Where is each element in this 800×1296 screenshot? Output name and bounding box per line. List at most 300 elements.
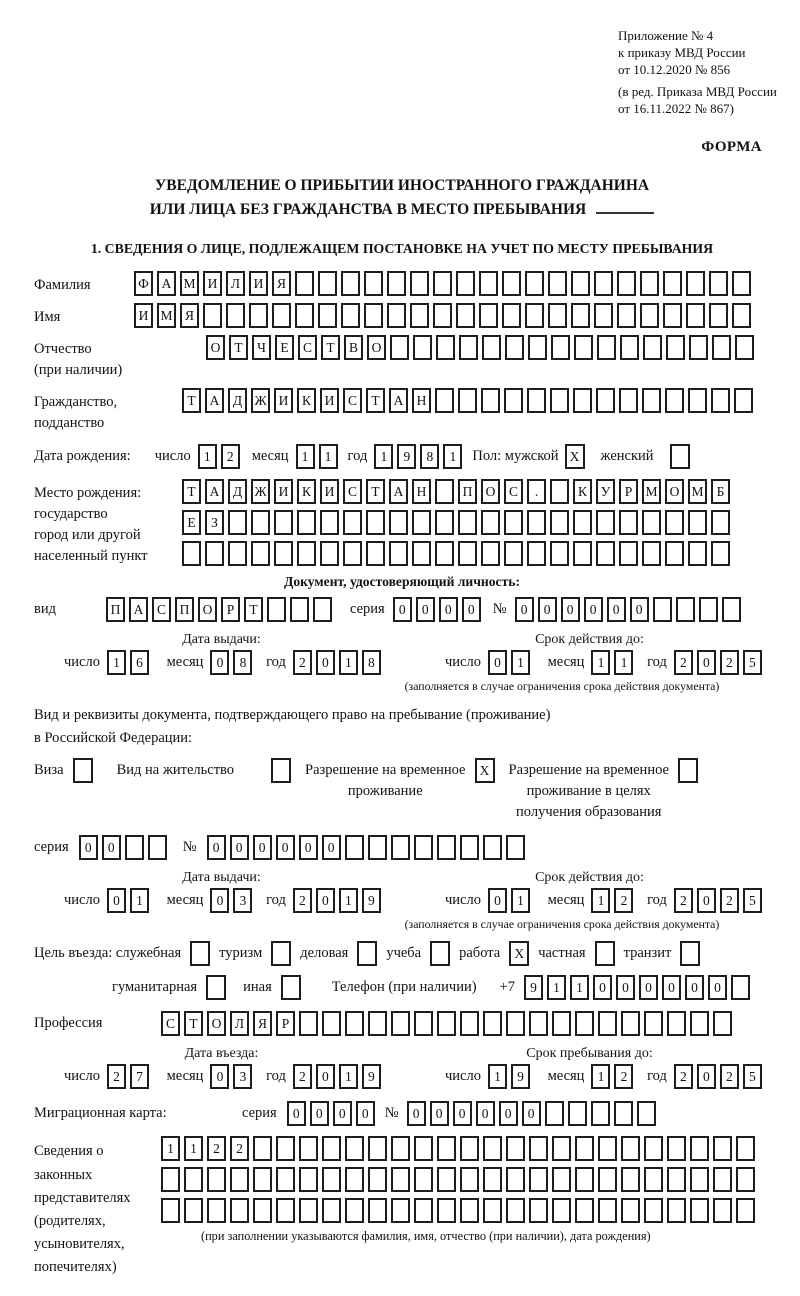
- char-cell[interactable]: 1: [198, 444, 217, 469]
- char-cell[interactable]: [148, 835, 167, 860]
- purpose-official-checkbox[interactable]: [190, 941, 210, 966]
- char-cell[interactable]: [368, 835, 387, 860]
- char-cell[interactable]: К: [573, 479, 592, 504]
- char-cell[interactable]: 1: [511, 888, 530, 913]
- purpose-business-checkbox[interactable]: [357, 941, 377, 966]
- char-cell[interactable]: 7: [130, 1064, 149, 1089]
- char-cell[interactable]: [341, 271, 360, 296]
- char-cell[interactable]: С: [152, 597, 171, 622]
- char-cell[interactable]: [161, 1198, 180, 1223]
- char-cell[interactable]: [391, 1011, 410, 1036]
- char-cell[interactable]: [552, 1136, 571, 1161]
- char-cell[interactable]: Л: [230, 1011, 249, 1036]
- char-cell[interactable]: 0: [561, 597, 580, 622]
- char-cell[interactable]: 5: [743, 888, 762, 913]
- char-cell[interactable]: 2: [720, 650, 739, 675]
- char-cell[interactable]: [274, 541, 293, 566]
- gender-female-checkbox[interactable]: [670, 444, 690, 469]
- char-cell[interactable]: Т: [182, 479, 201, 504]
- char-cell[interactable]: [711, 541, 730, 566]
- char-cell[interactable]: [571, 271, 590, 296]
- char-cell[interactable]: 0: [230, 835, 249, 860]
- char-cell[interactable]: [483, 835, 502, 860]
- char-cell[interactable]: [364, 303, 383, 328]
- char-cell[interactable]: [506, 1011, 525, 1036]
- char-cell[interactable]: 3: [233, 1064, 252, 1089]
- char-cell[interactable]: 0: [210, 888, 229, 913]
- char-cell[interactable]: [644, 1136, 663, 1161]
- char-cell[interactable]: Я: [272, 271, 291, 296]
- char-cell[interactable]: [711, 388, 730, 413]
- char-cell[interactable]: [251, 541, 270, 566]
- char-cell[interactable]: [637, 1101, 656, 1126]
- char-cell[interactable]: 0: [287, 1101, 306, 1126]
- char-cell[interactable]: [550, 388, 569, 413]
- char-cell[interactable]: [690, 1198, 709, 1223]
- char-cell[interactable]: [598, 1011, 617, 1036]
- char-cell[interactable]: Я: [180, 303, 199, 328]
- char-cell[interactable]: [527, 510, 546, 535]
- char-cell[interactable]: [506, 1136, 525, 1161]
- char-cell[interactable]: Т: [182, 388, 201, 413]
- char-cell[interactable]: 0: [276, 835, 295, 860]
- char-cell[interactable]: [709, 303, 728, 328]
- char-cell[interactable]: [253, 1136, 272, 1161]
- char-cell[interactable]: [663, 271, 682, 296]
- char-cell[interactable]: 2: [221, 444, 240, 469]
- char-cell[interactable]: [435, 541, 454, 566]
- char-cell[interactable]: [481, 388, 500, 413]
- char-cell[interactable]: [732, 271, 751, 296]
- char-cell[interactable]: [125, 835, 144, 860]
- char-cell[interactable]: 0: [299, 835, 318, 860]
- char-cell[interactable]: [689, 335, 708, 360]
- char-cell[interactable]: [207, 1167, 226, 1192]
- char-cell[interactable]: 2: [614, 888, 633, 913]
- char-cell[interactable]: М: [180, 271, 199, 296]
- char-cell[interactable]: [736, 1167, 755, 1192]
- char-cell[interactable]: [460, 1167, 479, 1192]
- char-cell[interactable]: [644, 1167, 663, 1192]
- char-cell[interactable]: [483, 1136, 502, 1161]
- char-cell[interactable]: [318, 303, 337, 328]
- char-cell[interactable]: 0: [333, 1101, 352, 1126]
- char-cell[interactable]: 0: [210, 1064, 229, 1089]
- char-cell[interactable]: 2: [674, 888, 693, 913]
- char-cell[interactable]: [458, 388, 477, 413]
- char-cell[interactable]: [642, 510, 661, 535]
- char-cell[interactable]: [460, 835, 479, 860]
- char-cell[interactable]: [736, 1136, 755, 1161]
- purpose-tourism-checkbox[interactable]: [271, 941, 291, 966]
- char-cell[interactable]: Б: [711, 479, 730, 504]
- char-cell[interactable]: 1: [161, 1136, 180, 1161]
- char-cell[interactable]: 2: [674, 650, 693, 675]
- char-cell[interactable]: [551, 335, 570, 360]
- temp-residence-checkbox[interactable]: X: [475, 758, 495, 783]
- char-cell[interactable]: О: [481, 479, 500, 504]
- char-cell[interactable]: [322, 1136, 341, 1161]
- char-cell[interactable]: 0: [616, 975, 635, 1000]
- char-cell[interactable]: [573, 510, 592, 535]
- char-cell[interactable]: 0: [407, 1101, 426, 1126]
- char-cell[interactable]: [253, 1167, 272, 1192]
- char-cell[interactable]: 0: [697, 1064, 716, 1089]
- char-cell[interactable]: 9: [397, 444, 416, 469]
- char-cell[interactable]: 2: [293, 650, 312, 675]
- char-cell[interactable]: [412, 541, 431, 566]
- char-cell[interactable]: [368, 1011, 387, 1036]
- char-cell[interactable]: [527, 388, 546, 413]
- char-cell[interactable]: [413, 335, 432, 360]
- char-cell[interactable]: [676, 597, 695, 622]
- char-cell[interactable]: 0: [107, 888, 126, 913]
- char-cell[interactable]: Ч: [252, 335, 271, 360]
- char-cell[interactable]: К: [297, 388, 316, 413]
- char-cell[interactable]: [368, 1136, 387, 1161]
- char-cell[interactable]: [552, 1011, 571, 1036]
- char-cell[interactable]: 3: [233, 888, 252, 913]
- char-cell[interactable]: [644, 1011, 663, 1036]
- char-cell[interactable]: [345, 1198, 364, 1223]
- char-cell[interactable]: [506, 835, 525, 860]
- char-cell[interactable]: [642, 388, 661, 413]
- char-cell[interactable]: [711, 510, 730, 535]
- char-cell[interactable]: И: [134, 303, 153, 328]
- char-cell[interactable]: Т: [244, 597, 263, 622]
- char-cell[interactable]: 0: [708, 975, 727, 1000]
- char-cell[interactable]: 1: [591, 650, 610, 675]
- char-cell[interactable]: [320, 510, 339, 535]
- char-cell[interactable]: [414, 1198, 433, 1223]
- char-cell[interactable]: [665, 541, 684, 566]
- char-cell[interactable]: [458, 510, 477, 535]
- char-cell[interactable]: 0: [538, 597, 557, 622]
- char-cell[interactable]: [297, 510, 316, 535]
- char-cell[interactable]: [665, 510, 684, 535]
- char-cell[interactable]: 0: [499, 1101, 518, 1126]
- char-cell[interactable]: Я: [253, 1011, 272, 1036]
- char-cell[interactable]: [437, 835, 456, 860]
- char-cell[interactable]: 9: [362, 1064, 381, 1089]
- gender-male-checkbox[interactable]: X: [565, 444, 585, 469]
- char-cell[interactable]: Л: [226, 271, 245, 296]
- char-cell[interactable]: А: [389, 388, 408, 413]
- purpose-other-checkbox[interactable]: [281, 975, 301, 1000]
- char-cell[interactable]: [364, 271, 383, 296]
- char-cell[interactable]: [735, 335, 754, 360]
- purpose-private-checkbox[interactable]: [595, 941, 615, 966]
- char-cell[interactable]: О: [665, 479, 684, 504]
- char-cell[interactable]: 8: [420, 444, 439, 469]
- char-cell[interactable]: И: [274, 388, 293, 413]
- char-cell[interactable]: [205, 541, 224, 566]
- char-cell[interactable]: [391, 1136, 410, 1161]
- char-cell[interactable]: [414, 1167, 433, 1192]
- char-cell[interactable]: [575, 1198, 594, 1223]
- char-cell[interactable]: О: [367, 335, 386, 360]
- char-cell[interactable]: [688, 510, 707, 535]
- char-cell[interactable]: [528, 335, 547, 360]
- char-cell[interactable]: 1: [374, 444, 393, 469]
- char-cell[interactable]: 0: [488, 650, 507, 675]
- char-cell[interactable]: [688, 388, 707, 413]
- char-cell[interactable]: [653, 597, 672, 622]
- char-cell[interactable]: 0: [515, 597, 534, 622]
- char-cell[interactable]: [366, 541, 385, 566]
- char-cell[interactable]: [226, 303, 245, 328]
- char-cell[interactable]: [502, 271, 521, 296]
- char-cell[interactable]: 9: [524, 975, 543, 1000]
- char-cell[interactable]: [591, 1101, 610, 1126]
- char-cell[interactable]: [207, 1198, 226, 1223]
- char-cell[interactable]: [529, 1198, 548, 1223]
- char-cell[interactable]: И: [274, 479, 293, 504]
- char-cell[interactable]: [433, 303, 452, 328]
- char-cell[interactable]: С: [343, 388, 362, 413]
- purpose-work-checkbox[interactable]: X: [509, 941, 529, 966]
- char-cell[interactable]: В: [344, 335, 363, 360]
- char-cell[interactable]: [552, 1167, 571, 1192]
- char-cell[interactable]: 0: [593, 975, 612, 1000]
- char-cell[interactable]: 1: [570, 975, 589, 1000]
- char-cell[interactable]: 1: [547, 975, 566, 1000]
- char-cell[interactable]: [690, 1136, 709, 1161]
- char-cell[interactable]: 9: [362, 888, 381, 913]
- char-cell[interactable]: [667, 1198, 686, 1223]
- char-cell[interactable]: 2: [293, 1064, 312, 1089]
- char-cell[interactable]: [435, 479, 454, 504]
- char-cell[interactable]: И: [203, 271, 222, 296]
- char-cell[interactable]: [640, 271, 659, 296]
- char-cell[interactable]: Е: [182, 510, 201, 535]
- purpose-study-checkbox[interactable]: [430, 941, 450, 966]
- char-cell[interactable]: С: [343, 479, 362, 504]
- char-cell[interactable]: 0: [488, 888, 507, 913]
- char-cell[interactable]: [643, 335, 662, 360]
- char-cell[interactable]: [299, 1011, 318, 1036]
- char-cell[interactable]: [410, 271, 429, 296]
- char-cell[interactable]: Т: [229, 335, 248, 360]
- char-cell[interactable]: [460, 1011, 479, 1036]
- char-cell[interactable]: [617, 271, 636, 296]
- char-cell[interactable]: [437, 1011, 456, 1036]
- char-cell[interactable]: [391, 1167, 410, 1192]
- char-cell[interactable]: П: [106, 597, 125, 622]
- char-cell[interactable]: М: [157, 303, 176, 328]
- char-cell[interactable]: [414, 1011, 433, 1036]
- char-cell[interactable]: Т: [366, 479, 385, 504]
- char-cell[interactable]: 1: [107, 650, 126, 675]
- char-cell[interactable]: [161, 1167, 180, 1192]
- char-cell[interactable]: [688, 541, 707, 566]
- char-cell[interactable]: [483, 1198, 502, 1223]
- char-cell[interactable]: [621, 1167, 640, 1192]
- char-cell[interactable]: 1: [614, 650, 633, 675]
- char-cell[interactable]: [295, 303, 314, 328]
- char-cell[interactable]: 1: [339, 888, 358, 913]
- char-cell[interactable]: [389, 541, 408, 566]
- char-cell[interactable]: 0: [522, 1101, 541, 1126]
- char-cell[interactable]: 0: [697, 650, 716, 675]
- char-cell[interactable]: 0: [685, 975, 704, 1000]
- char-cell[interactable]: [253, 1198, 272, 1223]
- char-cell[interactable]: А: [389, 479, 408, 504]
- char-cell[interactable]: 0: [607, 597, 626, 622]
- char-cell[interactable]: [481, 510, 500, 535]
- char-cell[interactable]: [459, 335, 478, 360]
- char-cell[interactable]: Р: [221, 597, 240, 622]
- char-cell[interactable]: М: [688, 479, 707, 504]
- char-cell[interactable]: [573, 388, 592, 413]
- char-cell[interactable]: [482, 335, 501, 360]
- char-cell[interactable]: М: [642, 479, 661, 504]
- char-cell[interactable]: [598, 1136, 617, 1161]
- char-cell[interactable]: [529, 1167, 548, 1192]
- char-cell[interactable]: К: [297, 479, 316, 504]
- char-cell[interactable]: [345, 1011, 364, 1036]
- char-cell[interactable]: [690, 1167, 709, 1192]
- char-cell[interactable]: И: [320, 388, 339, 413]
- char-cell[interactable]: [502, 303, 521, 328]
- char-cell[interactable]: [435, 510, 454, 535]
- char-cell[interactable]: 2: [720, 1064, 739, 1089]
- char-cell[interactable]: [594, 271, 613, 296]
- char-cell[interactable]: [574, 335, 593, 360]
- char-cell[interactable]: [504, 388, 523, 413]
- char-cell[interactable]: 0: [207, 835, 226, 860]
- char-cell[interactable]: [322, 1198, 341, 1223]
- char-cell[interactable]: 0: [430, 1101, 449, 1126]
- char-cell[interactable]: [410, 303, 429, 328]
- char-cell[interactable]: [184, 1198, 203, 1223]
- char-cell[interactable]: [527, 541, 546, 566]
- char-cell[interactable]: З: [205, 510, 224, 535]
- char-cell[interactable]: [251, 510, 270, 535]
- char-cell[interactable]: [644, 1198, 663, 1223]
- char-cell[interactable]: [666, 335, 685, 360]
- char-cell[interactable]: П: [458, 479, 477, 504]
- char-cell[interactable]: Д: [228, 388, 247, 413]
- char-cell[interactable]: [665, 388, 684, 413]
- char-cell[interactable]: 2: [207, 1136, 226, 1161]
- char-cell[interactable]: [548, 271, 567, 296]
- purpose-transit-checkbox[interactable]: [680, 941, 700, 966]
- char-cell[interactable]: [713, 1198, 732, 1223]
- char-cell[interactable]: 6: [130, 650, 149, 675]
- char-cell[interactable]: [712, 335, 731, 360]
- char-cell[interactable]: 2: [674, 1064, 693, 1089]
- char-cell[interactable]: И: [320, 479, 339, 504]
- char-cell[interactable]: 2: [107, 1064, 126, 1089]
- char-cell[interactable]: [313, 597, 332, 622]
- char-cell[interactable]: [343, 541, 362, 566]
- char-cell[interactable]: Ф: [134, 271, 153, 296]
- char-cell[interactable]: [228, 510, 247, 535]
- char-cell[interactable]: 0: [662, 975, 681, 1000]
- char-cell[interactable]: [619, 510, 638, 535]
- char-cell[interactable]: С: [504, 479, 523, 504]
- char-cell[interactable]: [320, 541, 339, 566]
- char-cell[interactable]: [456, 303, 475, 328]
- char-cell[interactable]: 2: [614, 1064, 633, 1089]
- char-cell[interactable]: 0: [462, 597, 481, 622]
- char-cell[interactable]: О: [198, 597, 217, 622]
- char-cell[interactable]: Н: [412, 388, 431, 413]
- char-cell[interactable]: 0: [322, 835, 341, 860]
- char-cell[interactable]: [391, 1198, 410, 1223]
- char-cell[interactable]: [575, 1011, 594, 1036]
- char-cell[interactable]: [620, 335, 639, 360]
- char-cell[interactable]: 0: [210, 650, 229, 675]
- char-cell[interactable]: Е: [275, 335, 294, 360]
- char-cell[interactable]: [184, 1167, 203, 1192]
- char-cell[interactable]: [597, 335, 616, 360]
- char-cell[interactable]: [341, 303, 360, 328]
- char-cell[interactable]: 1: [319, 444, 338, 469]
- char-cell[interactable]: [619, 541, 638, 566]
- char-cell[interactable]: [552, 1198, 571, 1223]
- char-cell[interactable]: [228, 541, 247, 566]
- char-cell[interactable]: [276, 1167, 295, 1192]
- char-cell[interactable]: [575, 1167, 594, 1192]
- char-cell[interactable]: [690, 1011, 709, 1036]
- char-cell[interactable]: [667, 1167, 686, 1192]
- char-cell[interactable]: 0: [316, 1064, 335, 1089]
- char-cell[interactable]: 5: [743, 650, 762, 675]
- char-cell[interactable]: Ж: [251, 479, 270, 504]
- char-cell[interactable]: [437, 1198, 456, 1223]
- char-cell[interactable]: [368, 1167, 387, 1192]
- char-cell[interactable]: П: [175, 597, 194, 622]
- char-cell[interactable]: [203, 303, 222, 328]
- char-cell[interactable]: [709, 271, 728, 296]
- char-cell[interactable]: [368, 1198, 387, 1223]
- char-cell[interactable]: Т: [184, 1011, 203, 1036]
- char-cell[interactable]: [483, 1011, 502, 1036]
- char-cell[interactable]: А: [129, 597, 148, 622]
- char-cell[interactable]: [272, 303, 291, 328]
- char-cell[interactable]: Т: [321, 335, 340, 360]
- char-cell[interactable]: [481, 541, 500, 566]
- char-cell[interactable]: [598, 1198, 617, 1223]
- char-cell[interactable]: [596, 388, 615, 413]
- char-cell[interactable]: 1: [130, 888, 149, 913]
- char-cell[interactable]: [458, 541, 477, 566]
- char-cell[interactable]: [290, 597, 309, 622]
- char-cell[interactable]: [686, 271, 705, 296]
- char-cell[interactable]: 0: [697, 888, 716, 913]
- char-cell[interactable]: [276, 1136, 295, 1161]
- char-cell[interactable]: 0: [416, 597, 435, 622]
- char-cell[interactable]: [550, 541, 569, 566]
- char-cell[interactable]: 0: [310, 1101, 329, 1126]
- char-cell[interactable]: [345, 1136, 364, 1161]
- char-cell[interactable]: [456, 271, 475, 296]
- char-cell[interactable]: Р: [276, 1011, 295, 1036]
- char-cell[interactable]: [731, 975, 750, 1000]
- char-cell[interactable]: С: [161, 1011, 180, 1036]
- char-cell[interactable]: 5: [743, 1064, 762, 1089]
- char-cell[interactable]: [506, 1167, 525, 1192]
- char-cell[interactable]: [460, 1198, 479, 1223]
- char-cell[interactable]: [483, 1167, 502, 1192]
- char-cell[interactable]: 1: [184, 1136, 203, 1161]
- char-cell[interactable]: [621, 1198, 640, 1223]
- char-cell[interactable]: [596, 541, 615, 566]
- char-cell[interactable]: 2: [720, 888, 739, 913]
- char-cell[interactable]: [436, 335, 455, 360]
